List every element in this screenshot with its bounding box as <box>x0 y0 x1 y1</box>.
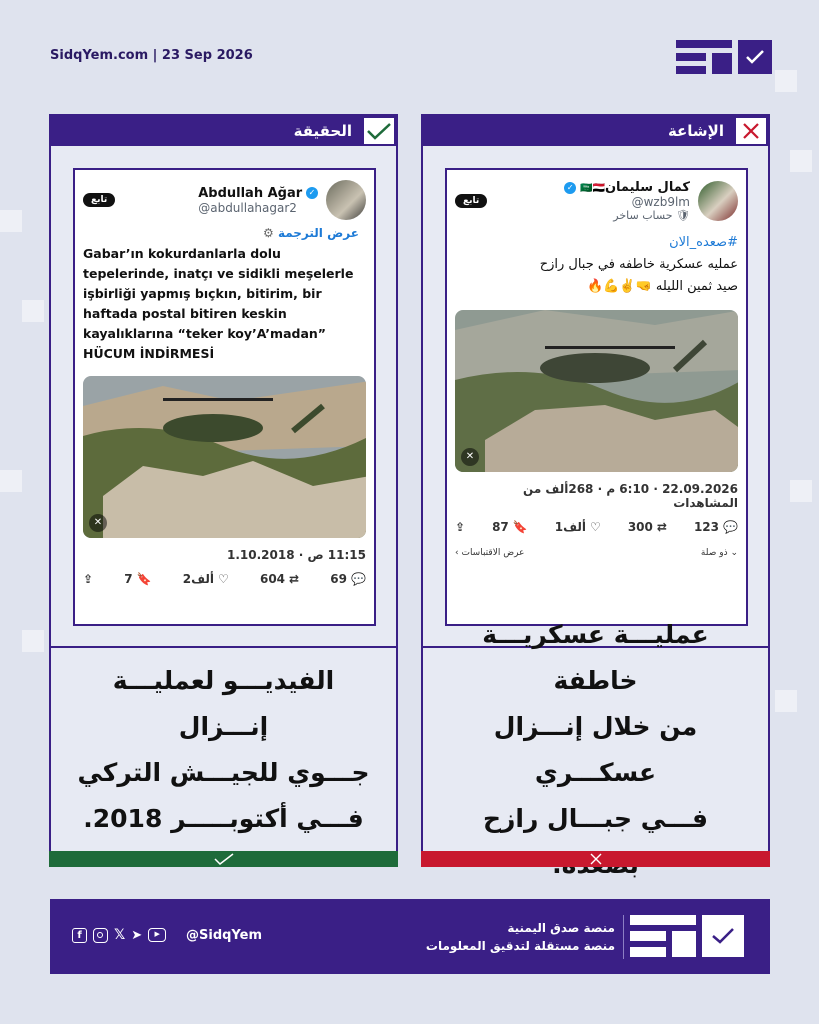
like-button[interactable]: 2ألف ♡ <box>182 572 229 586</box>
footer <box>50 899 770 974</box>
org-tagline: منصة مستقلة لتدقيق المعلومات <box>425 939 615 953</box>
share-button[interactable]: ⇪ <box>83 572 94 586</box>
brand-logo <box>676 40 772 74</box>
org-name: منصة صدق اليمنية <box>507 921 615 935</box>
bg-pixel <box>0 210 22 232</box>
truth-header <box>51 116 396 146</box>
tweet-text: #صعده_الان عمليه عسكرية خاطفه في جبال رازح صيد ثمين الليله 🤜✌️💪🔥 <box>455 232 738 298</box>
share-button[interactable]: ⇪ <box>455 520 466 534</box>
parody-badge: 🛡 حساب ساخر <box>613 209 690 222</box>
x-icon <box>590 853 602 865</box>
bg-pixel <box>22 300 44 322</box>
retweet-button[interactable]: 604 ⇄ <box>259 572 300 586</box>
instagram-icon[interactable] <box>93 928 108 943</box>
verified-icon: ✓ <box>564 182 576 194</box>
follow-button[interactable]: تابع <box>83 193 115 207</box>
globe-icon: ⚙ <box>263 226 274 240</box>
rumor-bar <box>421 851 770 867</box>
rumor-panel <box>421 114 770 867</box>
hashtag-link[interactable]: #صعده_الان <box>669 235 738 250</box>
tweet-author-handle[interactable]: @wzb9lm <box>631 195 690 209</box>
follow-button[interactable]: تابع <box>455 194 487 208</box>
bg-pixel <box>775 690 797 712</box>
mute-icon[interactable]: ✕ <box>461 448 479 466</box>
bg-pixel <box>0 470 22 492</box>
facebook-icon[interactable]: f <box>72 928 87 943</box>
logo-check-icon <box>738 40 772 74</box>
rumor-caption: عمليـــة عسكريـــة خاطفة من خلال إنـــزال عسكـــري فـــي جبـــال رازح <box>423 646 768 852</box>
avatar[interactable] <box>698 181 738 221</box>
tweet-video[interactable] <box>83 376 366 538</box>
footer-logo <box>630 915 744 957</box>
tweet-date[interactable]: 11:15 ص · 1.10.2018 <box>226 548 366 562</box>
tweet-text: Gabar’ın kokurdanlarla dolu tepelerinde, inatçı ve sidikli meşelerle işbirliği yapmış bıçkın, bitirim, bir haftada postal bitiren keskin kayalıklarına “teker koy’A’madan” HÜCUM İNDİRMESİ <box>83 246 354 361</box>
tweet-author-name[interactable]: كمال سليمان <box>604 180 690 195</box>
site-date: SidqYem.com | 23 Sep 2026 <box>50 48 253 63</box>
rumor-tweet <box>445 168 748 626</box>
rumor-title: الإشاعة <box>667 122 724 140</box>
bookmark-button[interactable]: 87 🔖 <box>492 520 528 534</box>
flag-icons: 🇸🇦🇾🇪 <box>580 183 605 194</box>
reply-button[interactable]: 123 💬 <box>693 520 738 534</box>
bg-pixel <box>790 150 812 172</box>
reply-button[interactable]: 69 💬 <box>330 572 366 586</box>
tweet-author-name[interactable]: Abdullah Ağar <box>198 185 303 201</box>
check-icon <box>213 853 235 865</box>
bg-pixel <box>790 480 812 502</box>
logo-wordmark <box>630 915 696 957</box>
like-button[interactable]: 1ألف ♡ <box>554 520 601 534</box>
view-quotes-link[interactable]: ‹ عرض الاقتباسات <box>455 548 525 558</box>
telegram-icon[interactable]: ➤ <box>131 928 143 943</box>
truth-caption: الفيديـــو لعمليـــة إنـــزال جـــوي للجيـــش التركي فـــي أكتوبـــــر 2018. <box>51 646 396 852</box>
avatar[interactable] <box>326 180 366 220</box>
relevant-link[interactable]: ذو صلة ⌄ <box>700 548 738 558</box>
mute-icon[interactable]: ✕ <box>89 514 107 532</box>
footer-handle[interactable]: @SidqYem <box>186 928 263 943</box>
verified-icon: ✓ <box>306 187 318 199</box>
truth-bar <box>49 851 398 867</box>
truth-tweet <box>73 168 376 626</box>
logo-check-icon <box>702 915 744 957</box>
youtube-icon[interactable]: ▶ <box>148 928 166 942</box>
translate-link[interactable]: عرض الترجمة ⚙ <box>263 226 359 240</box>
x-icon[interactable]: 𝕏 <box>114 927 126 943</box>
tweet-author-handle[interactable]: @abdullahagar2 <box>198 200 297 215</box>
rumor-header <box>423 116 768 146</box>
footer-org <box>426 919 615 955</box>
bg-pixel <box>22 630 44 652</box>
bg-pixel <box>775 70 797 92</box>
social-icons <box>72 928 166 943</box>
retweet-button[interactable]: 300 ⇄ <box>627 520 667 534</box>
tweet-video[interactable] <box>455 310 738 472</box>
tweet-actions <box>83 572 366 586</box>
parody-icon: 🛡 <box>676 209 690 222</box>
truth-title: الحقيقة <box>293 122 352 140</box>
truth-panel <box>49 114 398 867</box>
logo-wordmark <box>676 40 732 74</box>
x-icon <box>734 116 768 146</box>
tweet-date[interactable]: 22.09.2026 · 6:10 م · 268ألف من المشاهدات <box>523 482 738 510</box>
tweet-actions <box>455 520 738 534</box>
check-icon <box>362 116 396 146</box>
footer-divider <box>623 915 624 959</box>
bookmark-button[interactable]: 7 🔖 <box>124 572 152 586</box>
